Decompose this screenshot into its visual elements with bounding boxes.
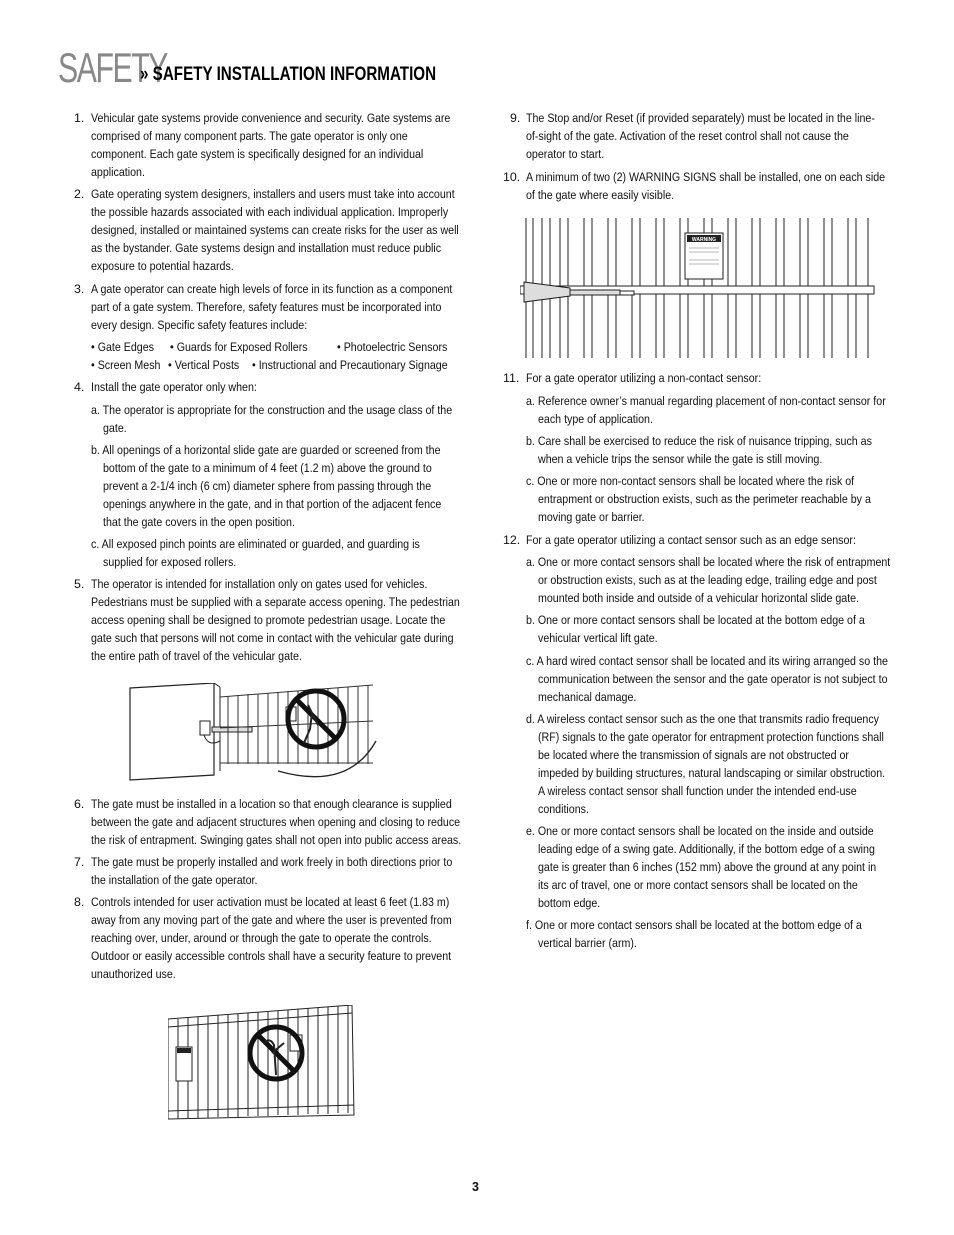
sub-item-12a-line: or obstruction exists, such as at the leading edge, trailing edge and post [538, 573, 877, 587]
list-item-9-line: of-sight of the gate. Activation of the reset control shall not cause the [526, 129, 849, 143]
list-number: 3. [74, 282, 85, 296]
list-item-1-line: Vehicular gate systems provide convenience and security. Gate systems are [91, 111, 451, 125]
list-number: 12. [503, 533, 521, 547]
list-item-2-line: designed, installed or maintained systems can create risks for the user as well [91, 223, 459, 237]
sub-item-11c-line: moving gate or barrier. [538, 510, 645, 524]
section-title: SAFETY [58, 44, 167, 91]
list-item-9-line: The Stop and/or Reset (if provided separately) must be located in the line- [526, 111, 875, 125]
sub-item-12d-line: A wireless contact sensor shall function under the intended end-use [538, 784, 857, 798]
list-item-5-line: Pedestrians must be supplied with a separate access opening. The pedestrian [91, 595, 460, 609]
list-number: 9. [510, 111, 521, 125]
list-item-8-line: Controls intended for user activation must be located at least 6 feet (1.83 m) [91, 895, 450, 909]
sub-item-4b-line: openings anywhere in the gate, and in that portion of the adjacent fence [103, 497, 442, 511]
safety-feature-bullet: • Instructional and Precautionary Signage [252, 358, 448, 372]
list-item-6-line: the risk of entrapment. Swinging gates shall not open into public access areas. [91, 833, 462, 847]
sub-item-12d-line: (RF) signals to the gate operator for entrapment protection functions shall [538, 730, 884, 744]
sub-item-4a-line: gate. [103, 421, 127, 435]
page-header [58, 44, 437, 92]
list-item-10-line: A minimum of two (2) WARNING SIGNS shall be installed, one on each side [526, 170, 886, 184]
list-number: 7. [74, 855, 85, 869]
list-item-9-line: operator to start. [526, 147, 605, 161]
list-number: 5. [74, 577, 85, 591]
sub-item-12a-line: a. One or more contact sensors shall be located where the risk of entrapment [526, 555, 891, 569]
list-item-4-line: Install the gate operator only when: [91, 380, 257, 394]
list-item-8-line: away from any moving part of the gate and where the user is prevented from [91, 913, 452, 927]
sub-item-4b-line: bottom of the gate to a minimum of 4 feet (1.2 m) above the ground to [103, 461, 432, 475]
list-item-3-line: every design. Specific safety features include: [91, 318, 308, 332]
list-item-3-line: A gate operator can create high levels of force in its function as a component [91, 282, 453, 296]
list-number: 11. [503, 371, 520, 385]
sub-item-12c-line: c. A hard wired contact sensor shall be located and its wiring arranged so the [526, 654, 888, 668]
sub-item-12a-line: mounted both inside and outside of a vehicular horizontal slide gate. [538, 591, 860, 605]
sub-item-4c-line: c. All exposed pinch points are eliminated or guarded, and guarding is [91, 537, 420, 551]
list-item-12-line: For a gate operator utilizing a contact sensor such as an edge sensor: [526, 533, 856, 547]
page-number: 3 [472, 1180, 479, 1194]
sub-item-4b-line: b. All openings of a horizontal slide gate are guarded or screened from the [91, 443, 441, 457]
sub-item-12b-line: vehicular vertical lift gate. [538, 631, 658, 645]
sub-item-12e-line: e. One or more contact sensors shall be located on the inside and outside [526, 824, 874, 838]
safety-feature-bullet: • Gate Edges [91, 340, 154, 354]
sub-item-12e-line: leading edge of a swing gate. Additionally, if the bottom edge of a swing [538, 842, 875, 856]
list-item-11-line: For a gate operator utilizing a non-contact sensor: [526, 371, 762, 385]
list-item-7-line: The gate must be properly installed and work freely in both directions prior to [91, 855, 453, 869]
sub-item-12c-line: mechanical damage. [538, 690, 637, 704]
list-item-5-line: access opening shall be designed to promote pedestrian usage. Locate the [91, 613, 446, 627]
sub-item-4c-line: supplied for exposed rollers. [103, 555, 237, 569]
gate-controls-reach-illustration [168, 1005, 358, 1123]
sub-item-12d-line: conditions. [538, 802, 589, 816]
list-item-5-line: The operator is intended for installation only on gates used for vehicles. [91, 577, 428, 591]
sub-item-12d-line: be located where the transmission of signals are not obstructed or [538, 748, 849, 762]
sub-item-12e-line: gate is greater than 6 inches (152 mm) above the ground at any point in [538, 860, 877, 874]
list-item-2-line: the possible hazards associated with each individual application. Improperly [91, 205, 449, 219]
list-item-1-line: component. Each gate system is specifically designed for an individual [91, 147, 424, 161]
sub-item-11a-line: a. Reference owner’s manual regarding placement of non-contact sensor for [526, 394, 886, 408]
sub-item-12d-line: d. A wireless contact sensor such as the one that transmits radio frequency [526, 712, 880, 726]
safety-feature-bullet: • Guards for Exposed Rollers [170, 340, 308, 354]
list-item-2-line: as the bystander. Gate systems design and installation must reduce public [91, 241, 442, 255]
sub-item-11c-line: c. One or more non-contact sensors shall be located where the risk of [526, 474, 855, 488]
sub-item-12c-line: communication between the sensor and the gate operator is not subject to [538, 672, 888, 686]
warning-sign-label: WARNING [691, 237, 717, 243]
list-item-8-line: Outdoor or easily accessible controls shall have a security feature to prevent [91, 949, 452, 963]
list-item-8-line: unauthorized use. [91, 967, 176, 981]
list-item-3-line: part of a gate system. Therefore, safety features must be incorporated into [91, 300, 442, 314]
sub-item-4b-line: that the gate covers in the open position. [103, 515, 295, 529]
sub-item-12f-line: f. One or more contact sensors shall be located at the bottom edge of a [526, 918, 862, 932]
list-item-5-line: the entire path of travel of the vehicular gate. [91, 649, 302, 663]
list-item-5-line: gate such that persons will not come in contact with the vehicular gate during [91, 631, 454, 645]
list-item-7-line: the installation of the gate operator. [91, 873, 258, 887]
list-number: 6. [74, 797, 85, 811]
sub-item-12d-line: impeded by building structures, natural landscaping or similar obstruction. [538, 766, 886, 780]
sub-item-4a-line: a. The operator is appropriate for the construction and the usage class of the [91, 403, 453, 417]
slide-gate-warning-sign-illustration [520, 218, 880, 360]
swing-gate-illustration [128, 683, 378, 783]
list-number: 4. [74, 380, 85, 394]
list-item-2-line: Gate operating system designers, installers and users must take into account [91, 187, 455, 201]
list-number: 10. [503, 170, 521, 184]
sub-item-11b-line: b. Care shall be exercised to reduce the risk of nuisance tripping, such as [526, 434, 872, 448]
sub-item-4b-line: prevent a 2-1/4 inch (6 cm) diameter sphere from passing through the [103, 479, 432, 493]
sub-item-11a-line: each type of application. [538, 412, 653, 426]
safety-feature-bullet: • Photoelectric Sensors [337, 340, 448, 354]
list-item-6-line: The gate must be installed in a location so that enough clearance is supplied [91, 797, 452, 811]
page-title: » SAFETY INSTALLATION INFORMATION [140, 64, 437, 85]
list-item-10-line: of the gate where easily visible. [526, 188, 675, 202]
list-number: 2. [74, 187, 85, 201]
list-item-6-line: between the gate and adjacent structures when opening and closing to reduce [91, 815, 461, 829]
list-item-2-line: exposure to potential hazards. [91, 259, 234, 273]
sub-item-12b-line: b. One or more contact sensors shall be located at the bottom edge of a [526, 613, 865, 627]
safety-feature-bullet: • Screen Mesh [91, 358, 161, 372]
list-item-8-line: reaching over, under, around or through the gate to operate the controls. [91, 931, 432, 945]
sub-item-11c-line: entrapment or obstruction exists, such as the perimeter reachable by a [538, 492, 871, 506]
list-item-1-line: comprised of many component parts. The gate operator is only one [91, 129, 408, 143]
sub-item-11b-line: when a vehicle trips the sensor while the gate is still moving. [538, 452, 823, 466]
sub-item-12e-line: its arc of travel, one or more contact sensors shall be located on the [538, 878, 858, 892]
safety-feature-bullet: • Vertical Posts [168, 358, 240, 372]
list-number: 1. [74, 111, 85, 125]
list-number: 8. [74, 895, 85, 909]
sub-item-12e-line: bottom edge. [538, 896, 601, 910]
sub-item-12f-line: vertical barrier (arm). [538, 936, 637, 950]
list-item-1-line: application. [91, 165, 145, 179]
